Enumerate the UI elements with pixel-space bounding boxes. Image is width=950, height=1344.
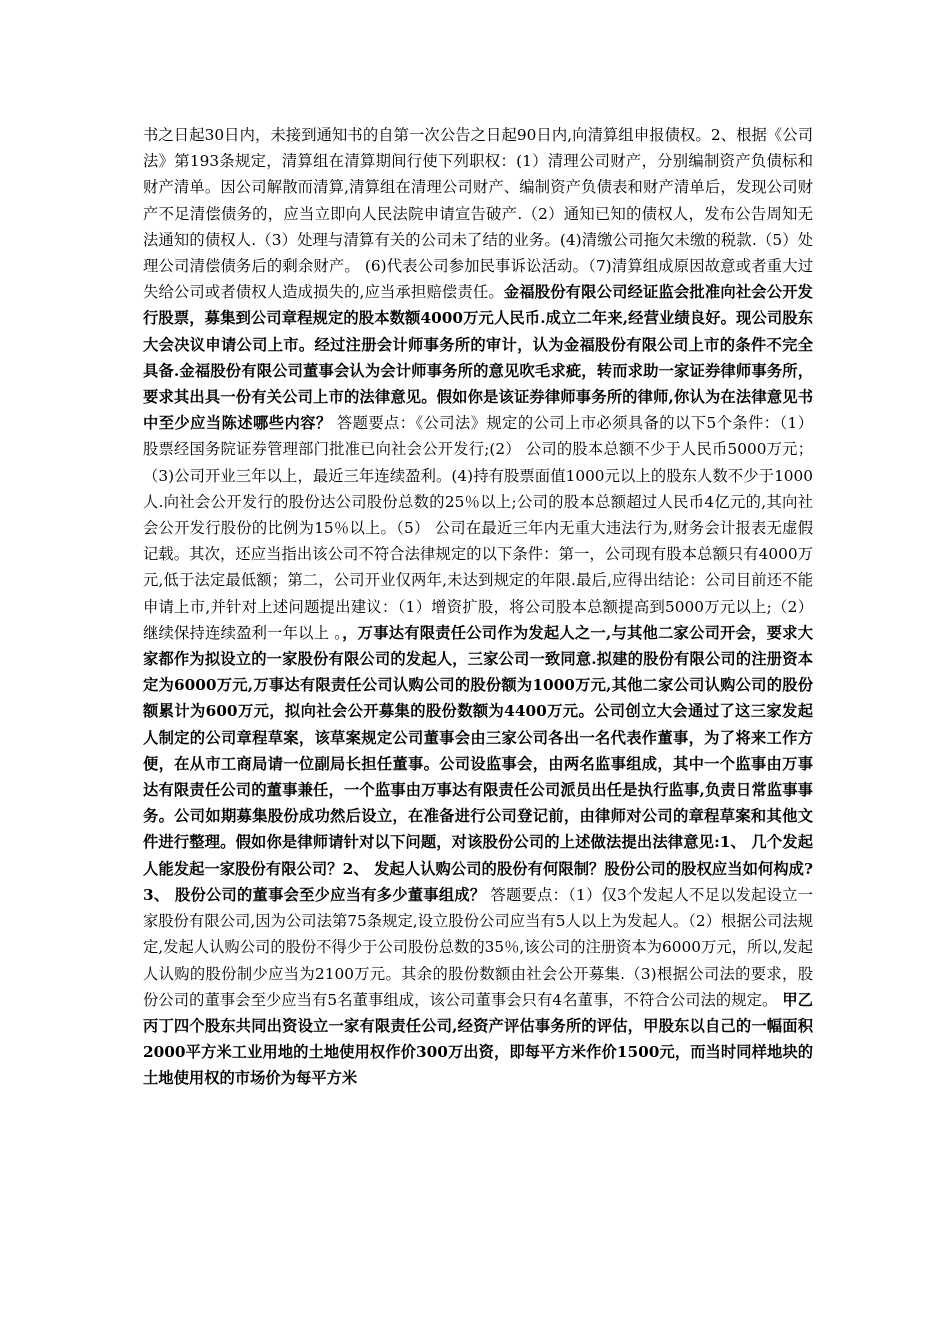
paragraph-segment-shareholder-case: 甲乙丙丁四个股东共同出资设立一家有限责任公司,经资产评估事务所的评估，甲股东以自己的一幅面积2000平方米工业用地的土地使用权作价300万出资，即每平方米作价1500元，而当时同样地块的土地使用权的市场价为每平方米 bbox=[143, 990, 813, 1088]
paragraph-segment-liquidation-answer: 书之日起30日内，未接到通知书的自第一次公告之日起90日内,向清算组申报债权。2、根据《公司法》第193条规定，清算组在清算期间行使下列职权：(1）清理公司财产，分别编制资产负债标和财产清单。因公司解散而清算,清算组在清理公司财产、编制资产负债表和财产清单后，发现公司财产不足清偿债务的，应当立即向人民法院申请宣告破产.（2）通知已知的债权人，发布公告周知无法通知的债权人.（3）处理与清算有关的公司未了结的业务。(4)清缴公司拖欠未缴的税款.（5）处理公司清偿债务后的剩余财产。 (6)代表公司参加民事诉讼活动。（7)清算组成原因故意或者重大过失给公司或者债权人造成损失的,应当承担赔偿责任。 bbox=[143, 126, 813, 302]
paragraph-segment-jinfu-case: 金福股份有限公司经证监会批准向社会公开发行股票，募集到公司章程规定的股本数额4000万元人民币.成立二年来,经营业绩良好。现公司股东大会决议申请公司上市。经过注册会计师事务所的审计，认为金福股份有限公司上市的条件不完全具备.金福股份有限公司董事会认为会计师事务所的意见吹毛求疵，转而求助一家证券律师事务所，要求其出具一份有关公司上市的法律意见。假如你是该证券律师事务所的律师,你认为在法律意见书中至少应当陈述哪些内容？ bbox=[143, 283, 813, 433]
paragraph-segment-wanshida-answer: 答题要点：（1）仅3个发起人不足以发起设立一家股份有限公司,因为公司法第75条规定,设立股份公司应当有5人以上为发起人。（2）根据公司法规定,发起人认购公司的股份不得少于公司股份总数的35％,该公司的注册资本为6000万元，所以,发起人认购的股份制少应当为2100万元。其余的股份数额由社会公开募集.（3)根据公司法的要求，股份公司的董事会至少应当有5名董事组成，该公司董事会只有4名董事，不符合公司法的规定。 bbox=[143, 885, 813, 1009]
paragraph-segment-jinfu-answer: 答题要点：《公司法》规定的公司上市必须具备的以下5个条件：（1） 股票经国务院证券管理部门批准已向社会公开发行;(2） 公司的股本总额不少于人民币5000万元；（3)公司开业三年以上，最近三年连续盈利。(4)持有股票面值1000元以上的股东人数不少于1000人.向社会公开发行的股份达公司股份总数的25％以上;公司的股本总额超过人民币4亿元的,其向社会公开发行股份的比例为15％以上。（5） 公司在最近三年内无重大违法行为,财务会计报表无虚假记载。其次，还应当指出该公司不符合法律规定的以下条件：第一，公司现有股本总额只有4000万元,低于法定最低额；第二，公司开业仅两年,未达到规定的年限.最后,应得出结论：公司目前还不能申请上市,并针对上述问题提出建议：（1）增资扩股，将公司股本总额提高到5000万元以上;（2）继续保持连续盈利一年以上 。 bbox=[143, 414, 813, 642]
document-body bbox=[143, 122, 813, 1092]
paragraph-segment-wanshida-case: ，万事达有限责任公司作为发起人之一,与其他二家公司开会，要求大家都作为拟设立的一家股份有限公司的发起人，三家公司一致同意.拟建的股份有限公司的注册资本定为6000万元,万事达有限责任公司认购公司的股份额为1000万元,其他二家公司认购公司的股份额累计为600万元，拟向社会公开募集的股份数额为4400万元。公司创立大会通过了这三家发起人制定的公司章程草案，该草案规定公司董事会由三家公司各出一名代表作董事，为了将来工作方便，在从市工商局请一位副局长担任董事。公司设监事会，由两名监事组成，其中一个监事由万事达有限责任公司的董事兼任，一个监事由万事达有限责任公司派员出任是执行监事,负责日常监事事务。公司如期募集股份成功然后设立，在准备进行公司登记前，由律师对公司的章程草案和其他文件进行整理。假如你是律师请针对以下问题，对该股份公司的上述做法提出法律意见:1、 几个发起人能发起一家股份有限公司？2、 发起人认购公司的股份有何限制？股份公司的股权应当如何构成?3、 股份公司的董事会至少应当有多少董事组成？ bbox=[143, 623, 813, 904]
